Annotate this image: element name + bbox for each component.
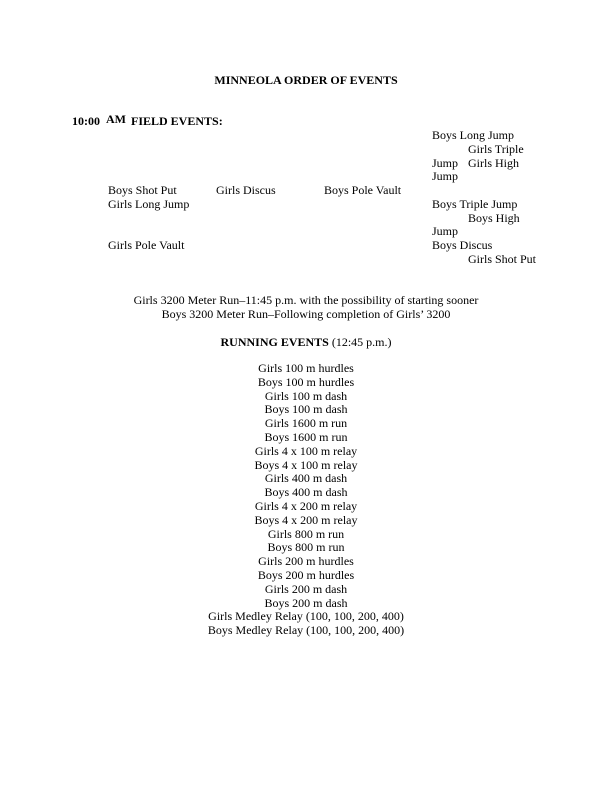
running-events-list <box>0 362 612 638</box>
running-event: Boys Medley Relay (100, 100, 200, 400) <box>207 623 405 638</box>
running-event: Girls 200 m dash <box>264 581 348 596</box>
field-event: Boys Shot Put <box>108 183 177 197</box>
running-event: Boys 200 m dash <box>264 595 348 610</box>
field-right-item: Jump <box>432 169 459 183</box>
running-event: Boys 400 m dash <box>264 485 348 500</box>
field-right-item: Jump <box>432 156 459 170</box>
running-event: Girls 4 x 200 m relay <box>254 498 358 513</box>
running-event: Boys 100 m hurdles <box>257 374 355 389</box>
field-ampm: AM <box>106 112 126 126</box>
running-event: Girls Medley Relay (100, 100, 200, 400) <box>208 609 404 624</box>
field-right-item: Girls Triple <box>468 142 524 156</box>
field-right-item: Boys Long Jump <box>432 128 515 142</box>
running-event: Boys 800 m run <box>267 540 345 555</box>
running-event: Boys 4 x 100 m relay <box>254 457 358 472</box>
field-right-item: Jump <box>432 224 459 238</box>
field-event: Girls Pole Vault <box>108 238 185 252</box>
running-event: Girls 100 m dash <box>264 388 348 403</box>
field-event: Boys Pole Vault <box>324 183 402 197</box>
page-title: MINNEOLA ORDER OF EVENTS <box>214 73 398 87</box>
field-right-item: Girls Shot Put <box>468 252 537 266</box>
field-event: Girls Long Jump <box>108 197 190 211</box>
running-event: Girls 200 m hurdles <box>258 554 354 569</box>
running-event: Girls 4 x 100 m relay <box>254 443 358 458</box>
running-event: Girls 400 m dash <box>264 471 348 486</box>
running-event: Girls 100 m hurdles <box>258 361 354 375</box>
field-right-item: Boys Triple Jump <box>432 197 518 211</box>
running-heading <box>0 335 612 349</box>
field-right-item: Boys High <box>468 211 520 225</box>
field-event: Girls Discus <box>216 183 276 197</box>
field-right-item: Girls High <box>468 156 519 170</box>
running-event: Boys 4 x 200 m relay <box>254 512 358 527</box>
field-heading: FIELD EVENTS: <box>131 114 223 128</box>
running-heading-label: RUNNING EVENTS <box>220 335 329 349</box>
running-event: Girls 800 m run <box>267 526 345 541</box>
running-event: Boys 100 m dash <box>264 402 348 417</box>
distance-line-girls: Girls 3200 Meter Run–11:45 p.m. with the possibility of starting sooner <box>133 293 479 307</box>
running-time: (12:45 p.m.) <box>331 335 392 349</box>
field-time: 10:00 <box>72 114 100 128</box>
field-right-item: Boys Discus <box>432 238 493 252</box>
running-event: Boys 200 m hurdles <box>257 567 355 582</box>
running-event: Boys 1600 m run <box>264 429 348 444</box>
running-event: Girls 1600 m run <box>264 416 348 431</box>
distance-line-boys: Boys 3200 Meter Run–Following completion of Girls’ 3200 <box>161 307 451 321</box>
